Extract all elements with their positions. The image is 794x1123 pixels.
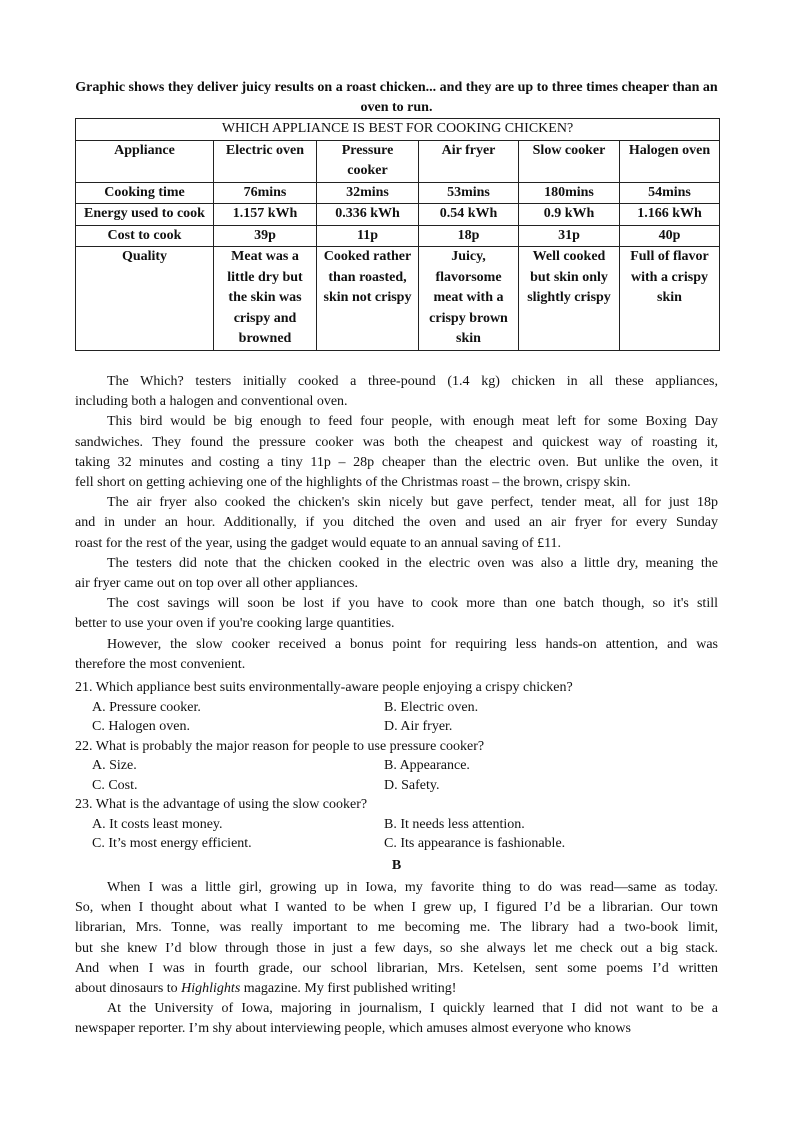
paragraph-line: However, the slow cooker received a bonus point for requiring less hands-on attention, and was (107, 636, 718, 652)
table-cell: 180mins (519, 182, 620, 204)
table-cell: Cooked rather than roasted, skin not crispy (317, 247, 419, 351)
table-cell: 0.336 kWh (317, 204, 419, 226)
row-header: Quality (76, 247, 214, 351)
passage-a (75, 372, 718, 675)
table-cell: Pressure cooker (317, 140, 419, 182)
table-cell: 40p (620, 225, 720, 247)
paragraph-line: sandwiches. They found the pressure cooker was both the cheapest and quickest way of roasting it, (75, 434, 718, 450)
row-header: Cost to cook (76, 225, 214, 247)
table-title: WHICH APPLIANCE IS BEST FOR COOKING CHICKEN? (76, 119, 720, 141)
table-cell: Full of flavor with a crispy skin (620, 247, 720, 351)
answer-option[interactable]: C. It’s most energy efficient. (92, 836, 252, 851)
paragraph-line: therefore the most convenient. (75, 656, 246, 672)
paragraph-line: This bird would be big enough to feed four people, with enough meat left for some Boxing Day (107, 414, 718, 430)
table-row (76, 204, 720, 226)
paragraph-line: So, when I thought about what I wanted to be when I grew up, I figured I’d be a librarian. Our town (75, 900, 718, 916)
options-row (75, 776, 718, 796)
paragraph-line: The testers did note that the chicken cooked in the electric oven was also a little dry, meaning the (107, 555, 718, 571)
table-cell: 32mins (317, 182, 419, 204)
paragraph-line: fell short on getting achieving one of the highlights of the Christmas roast – the brown, crispy skin. (75, 474, 631, 490)
paragraph-line: taking 32 minutes and costing a tiny 11p – 28p cheaper than the electric oven. But unlike the oven, it (75, 454, 718, 470)
question-stem: 23. What is the advantage of using the slow cooker? (75, 797, 368, 812)
paragraph-line: At the University of Iowa, majoring in journalism, I quickly learned that I did not want to be a (107, 1001, 718, 1017)
paragraph-line: The cost savings will soon be lost if you have to cook more than one batch though, so it's still (107, 596, 718, 612)
question-stem: 21. Which appliance best suits environmentally-aware people enjoying a crispy chicken? (75, 680, 573, 695)
table-row (76, 247, 720, 351)
answer-option[interactable]: C. Cost. (92, 777, 138, 793)
table-cell: Halogen oven (620, 140, 720, 182)
answer-option[interactable]: B. Appearance. (384, 758, 470, 773)
options-row (75, 834, 718, 854)
row-header: Appliance (76, 140, 214, 182)
paragraph-line: about dinosaurs to Highlights magazine. My first published writing! (75, 980, 457, 996)
row-header: Energy used to cook (76, 204, 214, 226)
paragraph-line: librarian, Mrs. Tonne, was really important to me becoming me. The library had a two-book limit, (75, 920, 718, 936)
paragraph-line: newspaper reporter. I’m shy about interviewing people, which amuses almost everyone who knows (75, 1021, 631, 1037)
question-stem: 22. What is probably the major reason for people to use pressure cooker? (75, 738, 485, 754)
table-cell: 1.157 kWh (214, 204, 317, 226)
section-b-heading: B (391, 858, 402, 873)
options-row (75, 698, 718, 718)
paragraph-line: including both a halogen and conventional oven. (75, 394, 348, 410)
answer-option[interactable]: C. Halogen oven. (92, 719, 190, 734)
table-cell: Meat was a little dry but the skin was crispy and browned (214, 247, 317, 351)
table-row (76, 182, 720, 204)
paragraph-line: and in under an hour. Additionally, if you ditched the oven and used an air fryer for every Sunday (75, 515, 718, 531)
answer-option[interactable]: A. Size. (92, 758, 137, 773)
paragraph-line: air fryer came out on top over all other appliances. (75, 575, 358, 591)
table-cell: 39p (214, 225, 317, 247)
table-cell: 1.166 kWh (620, 204, 720, 226)
table-cell: 31p (519, 225, 620, 247)
table-cell: 11p (317, 225, 419, 247)
answer-option[interactable]: A. It costs least money. (92, 816, 223, 832)
table-row (76, 225, 720, 247)
answer-option[interactable]: B. It needs less attention. (384, 816, 525, 832)
paragraph-line: When I was a little girl, growing up in Iowa, my favorite thing to do was read—same as today. (107, 880, 718, 895)
table-cell: Slow cooker (519, 140, 620, 182)
table-cell: 0.54 kWh (419, 204, 519, 226)
options-row (75, 717, 718, 737)
table-cell: Electric oven (214, 140, 317, 182)
paragraph-line: roast for the rest of the year, using the gadget would equate to an annual saving of £11. (75, 535, 562, 551)
paragraph-line: And when I was in fourth grade, our school librarian, Mrs. Ketelsen, sent some poems I’d written (75, 960, 718, 976)
paragraph-line: better to use your oven if you're cooking large quantities. (75, 616, 395, 632)
magazine-title: Highlights (181, 980, 241, 996)
table-row (76, 140, 720, 182)
passage-b (75, 878, 718, 1040)
answer-option[interactable]: D. Air fryer. (384, 719, 453, 734)
options-row (75, 756, 718, 776)
paragraph-line: but she knew I’d blow through those in just a few days, so she always let me check out a big stack. (75, 940, 718, 956)
answer-option[interactable]: A. Pressure cooker. (92, 699, 201, 715)
paragraph-line: The air fryer also cooked the chicken's skin nicely but gave perfect, tender meat, all for just 18p (107, 495, 718, 511)
appliance-comparison-table (75, 118, 720, 351)
row-header: Cooking time (76, 182, 214, 204)
options-row (75, 815, 718, 835)
paragraph-line: The Which? testers initially cooked a three-pound (1.4 kg) chicken in all these appliances, (107, 374, 718, 389)
table-cell: Air fryer (419, 140, 519, 182)
table-cell: Juicy, flavorsome meat with a crispy brown skin (419, 247, 519, 351)
answer-option[interactable]: C. Its appearance is fashionable. (384, 836, 566, 851)
table-cell: Well cooked but skin only slightly crispy (519, 247, 620, 351)
table-cell: 18p (419, 225, 519, 247)
table-caption: Graphic shows they deliver juicy results on a roast chicken... and they are up to three times cheaper than an oven to run. (75, 80, 718, 115)
answer-option[interactable]: D. Safety. (384, 777, 440, 793)
table-cell: 53mins (419, 182, 519, 204)
table-cell: 0.9 kWh (519, 204, 620, 226)
table-cell: 76mins (214, 182, 317, 204)
table-cell: 54mins (620, 182, 720, 204)
questions (75, 678, 718, 854)
answer-option[interactable]: B. Electric oven. (384, 699, 479, 715)
